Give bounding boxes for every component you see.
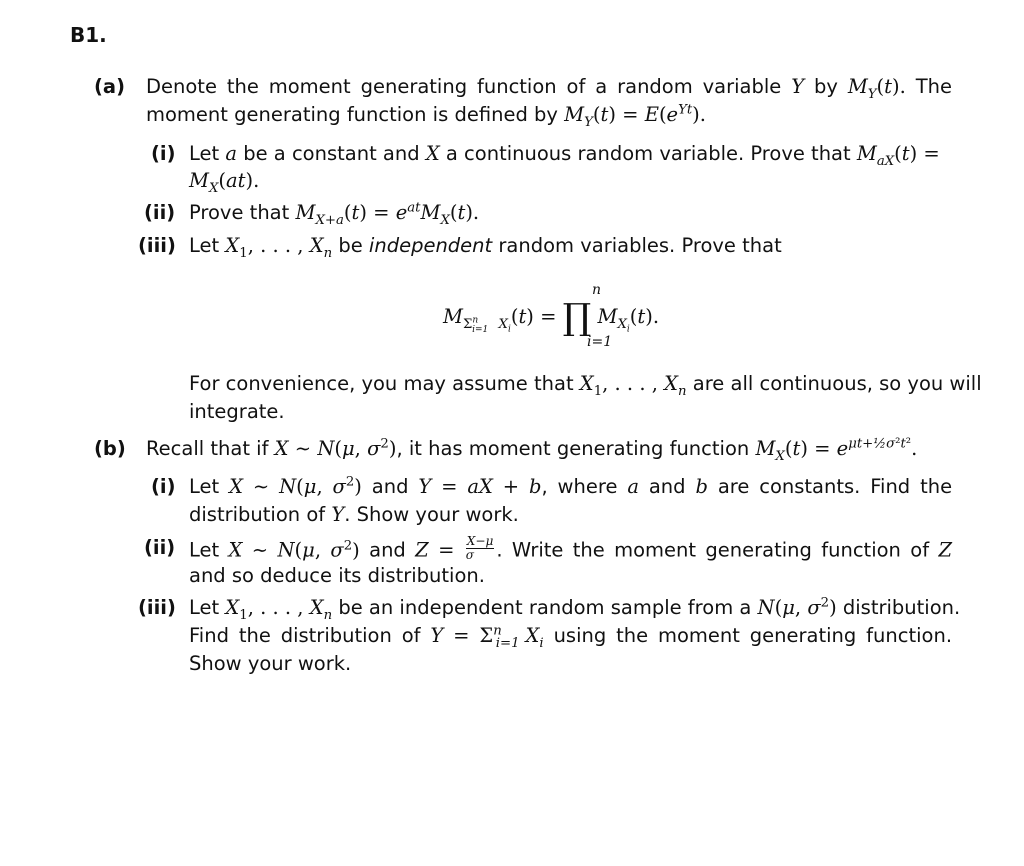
part-b-iii-line1: Let $X_1$, . . . , $X_n$ be an independent random sample from a N(μ, $\sigma^2$) distribution. [189, 595, 961, 623]
part-b-ii-label: (ii) [144, 536, 176, 559]
part-b-label: (b) [94, 437, 126, 460]
part-b-ii-line2: and so deduce its distribution. [189, 564, 485, 587]
part-b-iii-label: (iii) [138, 596, 176, 619]
part-a-line1: Denote the moment generating function of a random variable Y by $M_Y(t)$. The [146, 75, 952, 102]
part-a-ii-label: (ii) [144, 201, 176, 224]
part-b-ii-line1: Let X ∼ N(μ, $\sigma^2$) and Z = $\frac{X-\mu}{\sigma}$ . Write the moment generating function of Z [189, 534, 952, 562]
part-b-iii-line2: Find the distribution of $Y = \Sigma^n_{i=1}$ $X_i$ using the moment generating function. [189, 623, 953, 651]
part-a-iii-line1: Let $X_1$, . . . , $X_n$ be independent random variables. Prove that [189, 234, 782, 261]
part-a-iii-convenience-line2: integrate. [189, 400, 285, 423]
part-a-i-line2: $M_X(at)$. [189, 169, 260, 196]
part-a-i-label: (i) [151, 142, 176, 165]
part-b-line1: Recall that if X ∼ N(μ, $\sigma^2$), it has moment generating function $M_X(t) = e^{\mu t+\frac{1}{2}\sigma^2t^2}$. [146, 436, 918, 464]
part-a-line2: moment generating function is defined by $M_Y(t) = E(e^{Yt})$. [146, 102, 706, 130]
part-a-i-line1: Let a be a constant and X a continuous random variable. Prove that $M_{aX}(t)$ = [189, 142, 940, 169]
part-b-i-label: (i) [151, 475, 176, 498]
question-heading: B1. [70, 23, 107, 47]
part-b-i-line2: distribution of Y. Show your work. [189, 503, 519, 526]
part-b-iii-line3: Show your work. [189, 652, 352, 675]
part-a-label: (a) [94, 75, 125, 98]
product-equation: $M_{\Sigma^n_{i=1} X_i}(t)$ = ∏ $M_{X_i}(t)$. [443, 297, 660, 338]
part-a-iii-label: (iii) [138, 234, 176, 257]
part-a-iii-convenience-line1: For convenience, you may assume that $X_1$, . . . , $X_n$ are all continuous, so you will [189, 372, 982, 399]
product-lower-limit: i=1 [587, 334, 613, 350]
part-b-i-line1: Let X ∼ N(μ, $\sigma^2$) and Y = aX + b, where a and b are constants. Find the [189, 474, 953, 498]
part-a-ii-text: Prove that $M_{X+a}(t) = e^{at}M_X(t)$. [189, 200, 480, 228]
product-upper-limit: n [592, 282, 602, 298]
